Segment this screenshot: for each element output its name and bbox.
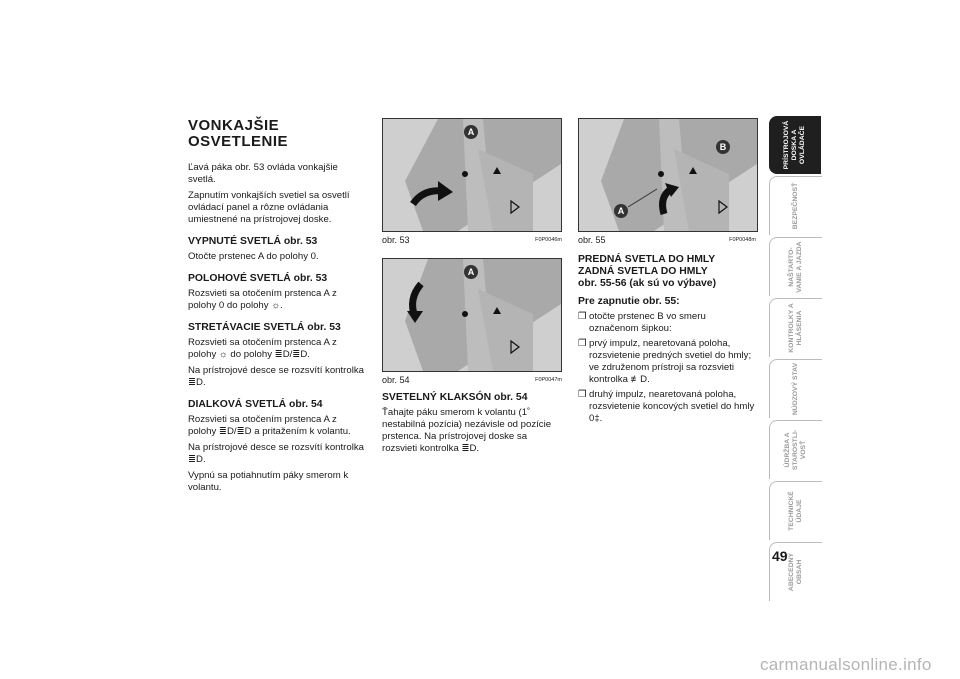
intro-paragraph-1: Ľavá páka obr. 53 ovláda vonkajšie svetlá. [188, 162, 338, 185]
figure-label: obr. 54 [382, 375, 410, 385]
figure-55 [578, 118, 758, 232]
tab-warning-lights[interactable] [769, 298, 822, 357]
checkbox-icon: ❒ [578, 389, 587, 400]
figure-letter: B [719, 142, 727, 152]
text-column-left [188, 118, 366, 498]
heading-fog-lights [578, 254, 756, 290]
figure-letter: A [467, 127, 475, 137]
heading-flash: SVETELNÝ KLAKSÓN obr. 54 [382, 392, 528, 403]
dipped-beam-text-2: Na prístrojové desce se rozsvítí kontrolka ≣D. [188, 365, 364, 388]
tab-label: TECHNICKÉ ÚDAJE [788, 491, 803, 531]
main-beam-text-2: Na prístrojové desce se rozsvítí kontrolka ≣D. [188, 442, 364, 465]
main-beam-text-3: Vypnú sa potiahnutím páky smerom k volantu. [188, 470, 349, 493]
tab-label: ÚDRŽBA A STAROSTLI-VOSŤ [784, 429, 807, 471]
figure-53-caption [382, 232, 562, 246]
position-lights-text: Rozsvieti sa otočením prstenca A z polohy 0 do polohy ☼. [188, 288, 337, 311]
lights-off-text: Otočte prstenec A do polohy 0. [188, 251, 319, 262]
tab-technical-data[interactable] [769, 481, 822, 540]
figure-code: F0P0048m [729, 237, 756, 243]
list-item: ❒ otočte prstenec B vo smeru označenom šipkou: [578, 311, 706, 334]
heading-dipped-beam: STRETÁVACIE SVETLÁ obr. 53 [188, 322, 341, 333]
figure-55-caption [578, 232, 756, 246]
dipped-beam-text-1: Rozsvieti sa otočením prstenca A z polohy ☼ do polohy ≣D/≣D. [188, 337, 337, 360]
figure-54 [382, 258, 562, 372]
tab-label: KONTROLKY A HLÁSENIA [788, 303, 803, 353]
fog-heading-line-1: PREDNÁ SVETLA DO HMLY [578, 254, 716, 265]
page-number: 49 [772, 548, 788, 564]
fog-instructions-list [578, 311, 756, 425]
heading-main-beam: DIALKOVÁ SVETLÁ obr. 54 [188, 399, 323, 410]
figure-code: F0P0046m [535, 237, 562, 243]
flash-text: Ťahajte páku smerom k volantu (1˚ nestabilná pozícia) nezávisle od pozície prstenca. Na prístrojovej doske sa rozsvieti kontrolka ≣D. [382, 407, 552, 454]
tab-label: BEZPEČNOSŤ [792, 182, 799, 230]
watermark: carmanualsonline.info [760, 655, 932, 674]
figure-label: obr. 55 [578, 235, 606, 245]
stalk-illustration-53 [383, 119, 561, 231]
tab-label: NÚDZOVÝ STAV [792, 362, 799, 416]
list-item: ❒ prvý impulz, nearetovaná poloha, rozsvietenie predných svetiel do hmly; ve združenom prístroji sa rozsvieti kontrolka ≢D. [578, 338, 752, 385]
main-beam-text-1: Rozsvieti sa otočením prstenca A z polohy ≣D/≣D a pritažením k volantu. [188, 414, 351, 437]
tab-label: PRÍSTROJOVÁ DOSKA A OVLÁDAČE [783, 120, 806, 170]
tab-maintenance[interactable] [769, 420, 822, 479]
list-item: ❒ druhý impulz, nearetovaná poloha, rozsvietenie koncových svetiel do hmly 0‡. [578, 389, 755, 424]
intro-paragraph-2: Zapnutím vonkajších svetiel sa osvetlí ovládací panel a rôzne ovládania umiestnené na prístrojovej doske. [188, 190, 350, 225]
fog-subheading: Pre zapnutie obr. 55: [578, 296, 680, 307]
checkbox-icon: ❒ [578, 311, 587, 322]
fog-heading-line-3: obr. 55-56 (ak sú vo výbave) [578, 278, 717, 289]
figure-label: obr. 53 [382, 235, 410, 245]
figure-letter: A [617, 206, 625, 216]
heading-position-lights: POLOHOVÉ SVETLÁ obr. 53 [188, 273, 328, 284]
figure-column-middle [382, 118, 562, 459]
section-title: VONKAJŠIE OSVETLENIE [188, 117, 289, 150]
stalk-illustration-55 [579, 119, 757, 231]
heading-lights-off: VYPNUTÉ SVETLÁ obr. 53 [188, 236, 318, 247]
figure-code: F0P0047m [535, 377, 562, 383]
stalk-illustration-54 [383, 259, 561, 371]
tab-label: ABECEDNÝ OBSAH [788, 552, 803, 592]
chapter-tabs [769, 116, 825, 603]
tab-label: NAŠTARTO-VANIE A JAZDA [788, 241, 803, 293]
figure-54-caption [382, 372, 562, 386]
tab-safety[interactable] [769, 176, 822, 235]
checkbox-icon: ❒ [578, 338, 587, 349]
tab-starting-driving[interactable] [769, 237, 822, 296]
text-column-right [578, 118, 756, 428]
figure-letter: A [467, 267, 475, 277]
tab-instruments[interactable] [769, 116, 821, 174]
fog-heading-line-2: ZADNÁ SVETLA DO HMLY [578, 266, 708, 277]
tab-emergency[interactable] [769, 359, 822, 418]
figure-53 [382, 118, 562, 232]
